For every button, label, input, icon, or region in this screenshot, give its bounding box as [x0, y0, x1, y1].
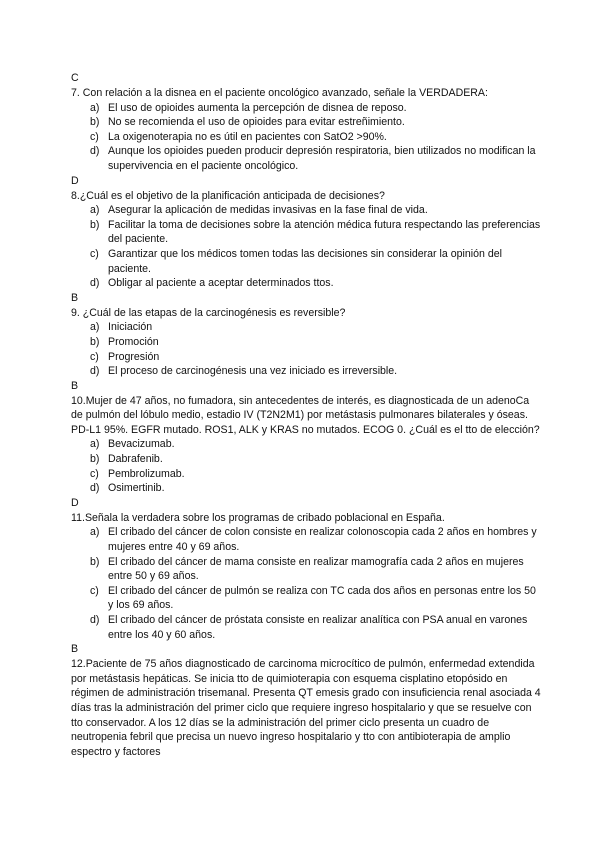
answer-key: B [71, 379, 79, 392]
answer-key: B [71, 291, 79, 304]
question-7 [71, 86, 541, 174]
option-text: Asegurar la aplicación de medidas invasivas en la fase final de vida. [108, 204, 428, 217]
option-label: c) [90, 247, 99, 260]
option-label: b) [90, 218, 100, 231]
option-text: Progresión [108, 350, 160, 363]
option-list [71, 101, 541, 174]
option-label: c) [90, 467, 99, 480]
answer-key: D [71, 496, 79, 509]
option-text: Bevacizumab. [108, 438, 175, 451]
option-item [71, 130, 541, 145]
option-text: El uso de opioides aumenta la percepción de disnea de reposo. [108, 101, 407, 114]
option-label: a) [90, 526, 100, 539]
option-text: Dabrafenib. [108, 453, 163, 466]
option-item [71, 101, 541, 116]
option-item [71, 584, 541, 613]
option-label: d) [90, 482, 100, 495]
option-item [71, 218, 541, 247]
option-label: a) [90, 204, 100, 217]
option-item [71, 525, 541, 554]
option-text: El cribado del cáncer de colon consiste en realizar colonoscopia cada 2 años en hombres y mujeres entre 40 y 69 años. [108, 526, 537, 554]
option-item [71, 481, 541, 496]
answer-key: D [71, 174, 79, 187]
option-text: Obligar al paciente a aceptar determinados ttos. [108, 277, 334, 290]
question-text: 10.Mujer de 47 años, no fumadora, sin antecedentes de interés, es diagnosticada de un adenoCa de pulmón del lóbulo medio, estadio IV (T2N2M1) por metástasis pulmonares bilaterales y óseas. PD-L1 95%. EGFR mutado. ROS1, ALK y KRAS no mutados. ECOG 0. ¿Cuál es el tto de elección? [71, 394, 540, 436]
answer-key: B [71, 643, 79, 656]
option-item [71, 613, 541, 642]
answer-key: C [71, 72, 79, 84]
option-text: Osimertinib. [108, 482, 165, 495]
option-label: a) [90, 321, 100, 334]
option-list [71, 525, 541, 642]
option-item [71, 203, 541, 218]
option-label: b) [90, 335, 100, 348]
option-text: El cribado del cáncer de pulmón se realiza con TC cada dos años en personas entre los 50 y los 69 años. [108, 584, 536, 612]
option-label: b) [90, 453, 100, 466]
question-text: 9. ¿Cuál de las etapas de la carcinogénesis es reversible? [71, 306, 346, 319]
question-12-text: 12.Paciente de 75 años diagnosticado de carcinoma microcítico de pulmón, enfermedad extendida por metástasis hepáticas. Se inicia tto de quimioterapia con esquema cisplatino etopósido en régimen de administración trisemanal. Presenta QT emesis grado con insuficiencia renal asociada 4 días tras la administración del primer ciclo que requiere ingreso hospitalario y que se resuelve con tto conservador. A los 12 días se la administración del primer ciclo presenta un cuadro de neutropenia febril que precisa un nuevo ingreso hospitalario y tto con antibioterapia de amplio espectro y factores [71, 658, 541, 758]
option-label: c) [90, 584, 99, 597]
option-item [71, 144, 541, 173]
option-label: d) [90, 614, 100, 626]
option-list [71, 437, 541, 495]
option-label: c) [90, 350, 99, 363]
option-text: La oxigenoterapia no es útil en pacientes con SatO2 >90%. [108, 130, 387, 143]
option-text: Promoción [108, 335, 159, 348]
option-list [71, 320, 541, 378]
option-item [71, 437, 541, 452]
option-label: d) [90, 277, 100, 290]
option-label: a) [90, 101, 100, 114]
option-text: Aunque los opioides pueden producir depresión respiratoria, bien utilizados no modifican la supervivencia en el paciente oncológico. [108, 145, 536, 172]
option-label: d) [90, 365, 100, 378]
option-item [71, 452, 541, 467]
option-item [71, 247, 541, 276]
option-text: Facilitar la toma de decisiones sobre la atención médica futura respectando las preferencias del paciente. [108, 218, 541, 246]
option-item [71, 276, 541, 291]
option-text: No se recomienda el uso de opioides para evitar estreñimiento. [108, 116, 405, 129]
option-text: El cribado del cáncer de mama consiste en realizar mamografía cada 2 años en mujeres entre 50 y 69 años. [108, 555, 524, 583]
option-text: El cribado del cáncer de próstata consiste en realizar analítica con PSA anual en varones entre los 40 y 60 años. [108, 614, 528, 641]
option-item [71, 320, 541, 335]
question-text: 7. Con relación a la disnea en el paciente oncológico avanzado, señale la VERDADERA: [71, 87, 488, 99]
option-label: b) [90, 116, 100, 129]
option-label: b) [90, 555, 100, 568]
option-text: Iniciación [108, 321, 153, 334]
option-item [71, 555, 541, 584]
option-text: Garantizar que los médicos tomen todas las decisiones sin considerar la opinión del paciente. [108, 247, 502, 275]
question-text: 11.Señala la verdadera sobre los programas de cribado poblacional en España. [71, 511, 445, 524]
option-item [71, 335, 541, 350]
document-page [71, 71, 541, 759]
option-label: d) [90, 145, 100, 158]
question-11 [71, 511, 541, 642]
question-8 [71, 189, 541, 291]
option-item [71, 467, 541, 482]
question-text: 8.¿Cuál es el objetivo de la planificación anticipada de decisiones? [71, 189, 385, 202]
option-text: El proceso de carcinogénesis una vez iniciado es irreversible. [108, 365, 398, 378]
option-label: c) [90, 130, 99, 143]
option-label: a) [90, 438, 100, 451]
question-9 [71, 306, 541, 379]
option-text: Pembrolizumab. [108, 467, 185, 480]
option-item [71, 115, 541, 130]
question-10 [71, 394, 541, 496]
option-item [71, 350, 541, 365]
option-list [71, 203, 541, 291]
option-item [71, 364, 541, 379]
